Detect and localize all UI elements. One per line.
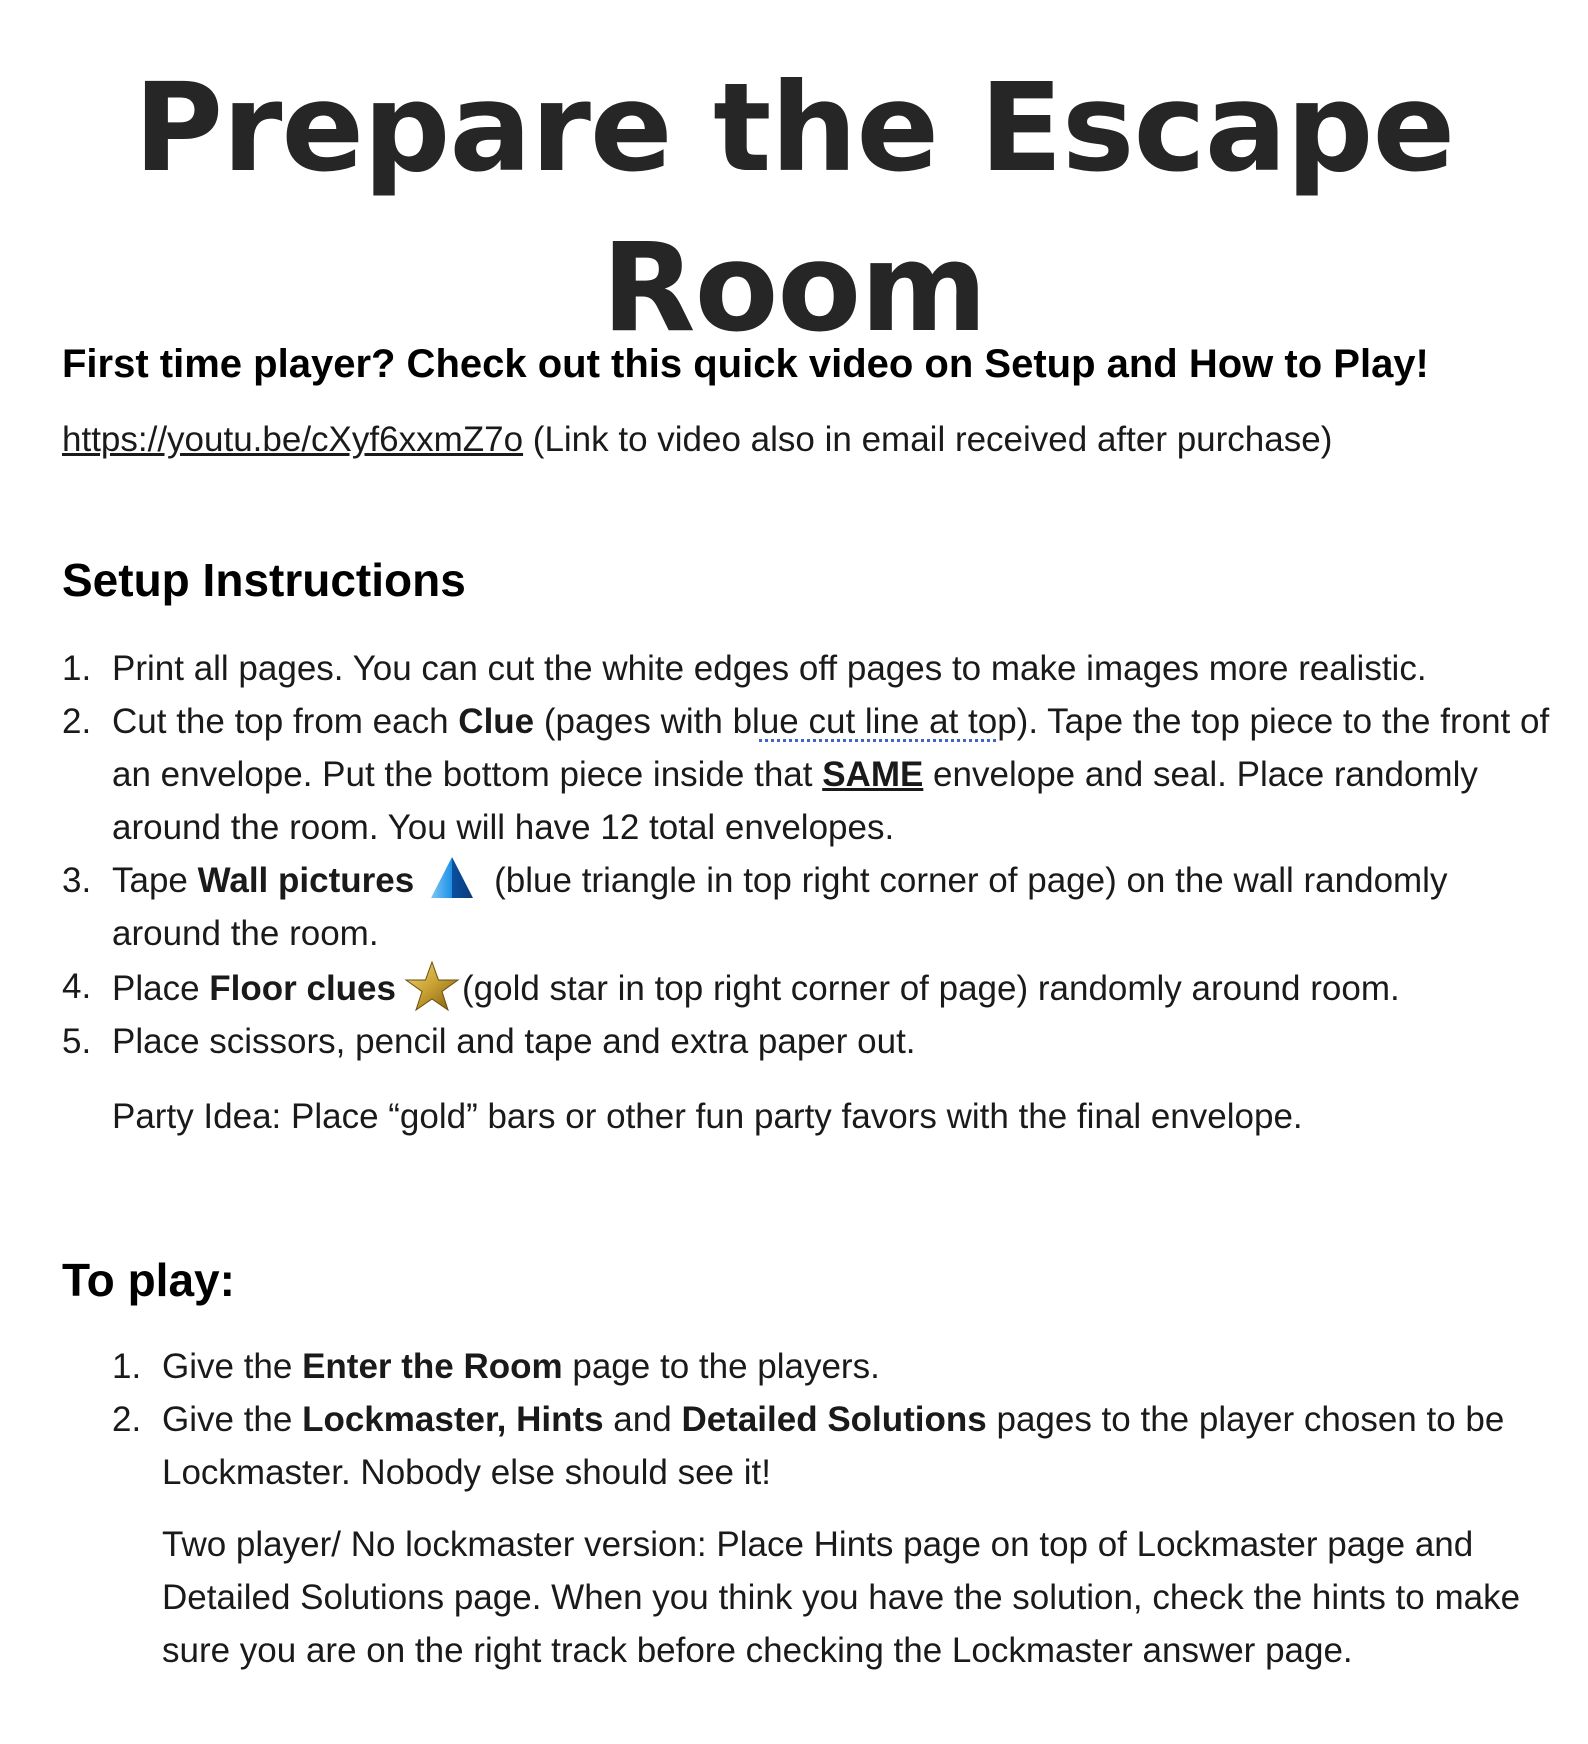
list-number: 4.	[62, 967, 92, 1006]
list-text: Tape	[112, 861, 198, 900]
list-item	[62, 960, 1562, 1015]
list-text: Print all pages. You can cut the white edges off pages to make images more realistic.	[112, 649, 1427, 688]
list-number: 5.	[62, 1022, 92, 1061]
list-text: p). Tape the top piece to the front of an envelope. Put the bottom piece inside that	[112, 702, 1550, 794]
list-text: and	[603, 1400, 682, 1439]
list-text: Place	[112, 969, 210, 1008]
list-text: page to the players.	[562, 1347, 880, 1386]
list-number: 1.	[112, 1347, 142, 1386]
video-link-note: (Link to video also in email received after purchase)	[523, 420, 1333, 459]
list-item	[112, 1393, 1532, 1499]
list-item	[62, 854, 1562, 960]
list-number: 2.	[62, 702, 92, 741]
blue-triangle-icon	[428, 856, 476, 900]
enter-room-bold: Enter the Room	[302, 1347, 563, 1386]
page-title: Prepare the Escape Room	[133, 57, 1455, 359]
list-item	[62, 642, 1562, 695]
list-number: 1.	[62, 649, 92, 688]
clue-bold: Clue	[458, 702, 535, 741]
same-emphasis: SAME	[822, 755, 924, 794]
list-item	[112, 1340, 1532, 1393]
list-number: 2.	[112, 1400, 142, 1439]
list-text: (blue triangle in top right corner of page) on the wall randomly around the room.	[112, 861, 1448, 953]
list-text: pages to the player chosen to be Lockmaster. Nobody else should see it!	[162, 1400, 1505, 1492]
list-text: (gold star in top right corner of page) randomly around room.	[462, 969, 1400, 1008]
wall-pictures-bold: Wall pictures	[197, 861, 415, 900]
list-item	[62, 695, 1562, 854]
video-link[interactable]: https://youtu.be/cXyf6xxmZ7o	[62, 420, 524, 459]
list-text: envelope and seal. Place randomly around the room. You will have 12 total envelopes.	[112, 755, 1478, 847]
gold-star-icon	[402, 960, 462, 1014]
setup-heading: Setup Instructions	[62, 554, 466, 606]
detailed-solutions-bold: Detailed Solutions	[681, 1400, 987, 1439]
play-list	[112, 1340, 1532, 1499]
spellcheck-underline: ue cut line at to	[759, 702, 998, 741]
list-text: Give the	[162, 1347, 303, 1386]
list-text: (pages with bl	[534, 702, 760, 741]
list-text: Place scissors, pencil and tape and extra paper out.	[112, 1022, 916, 1061]
play-heading: To play:	[62, 1254, 235, 1306]
two-player-note: Two player/ No lockmaster version: Place Hints page on top of Lockmaster page and Detailed Solutions page. When you think you have the solution, check the hints to make sure you are on the right track before checking the Lockmaster answer page.	[162, 1525, 1521, 1670]
list-number: 3.	[62, 861, 92, 900]
setup-list	[62, 642, 1562, 1068]
video-link-line	[62, 412, 1332, 468]
list-text: Cut the top from each	[112, 702, 459, 741]
floor-clues-bold: Floor clues	[209, 969, 396, 1008]
lockmaster-hints-bold: Lockmaster, Hints	[302, 1400, 604, 1439]
first-time-heading: First time player? Check out this quick video on Setup and How to Play!	[62, 342, 1429, 386]
list-item	[62, 1015, 1562, 1068]
party-idea: Party Idea: Place “gold” bars or other fun party favors with the final envelope.	[112, 1097, 1303, 1136]
list-text: Give the	[162, 1400, 303, 1439]
